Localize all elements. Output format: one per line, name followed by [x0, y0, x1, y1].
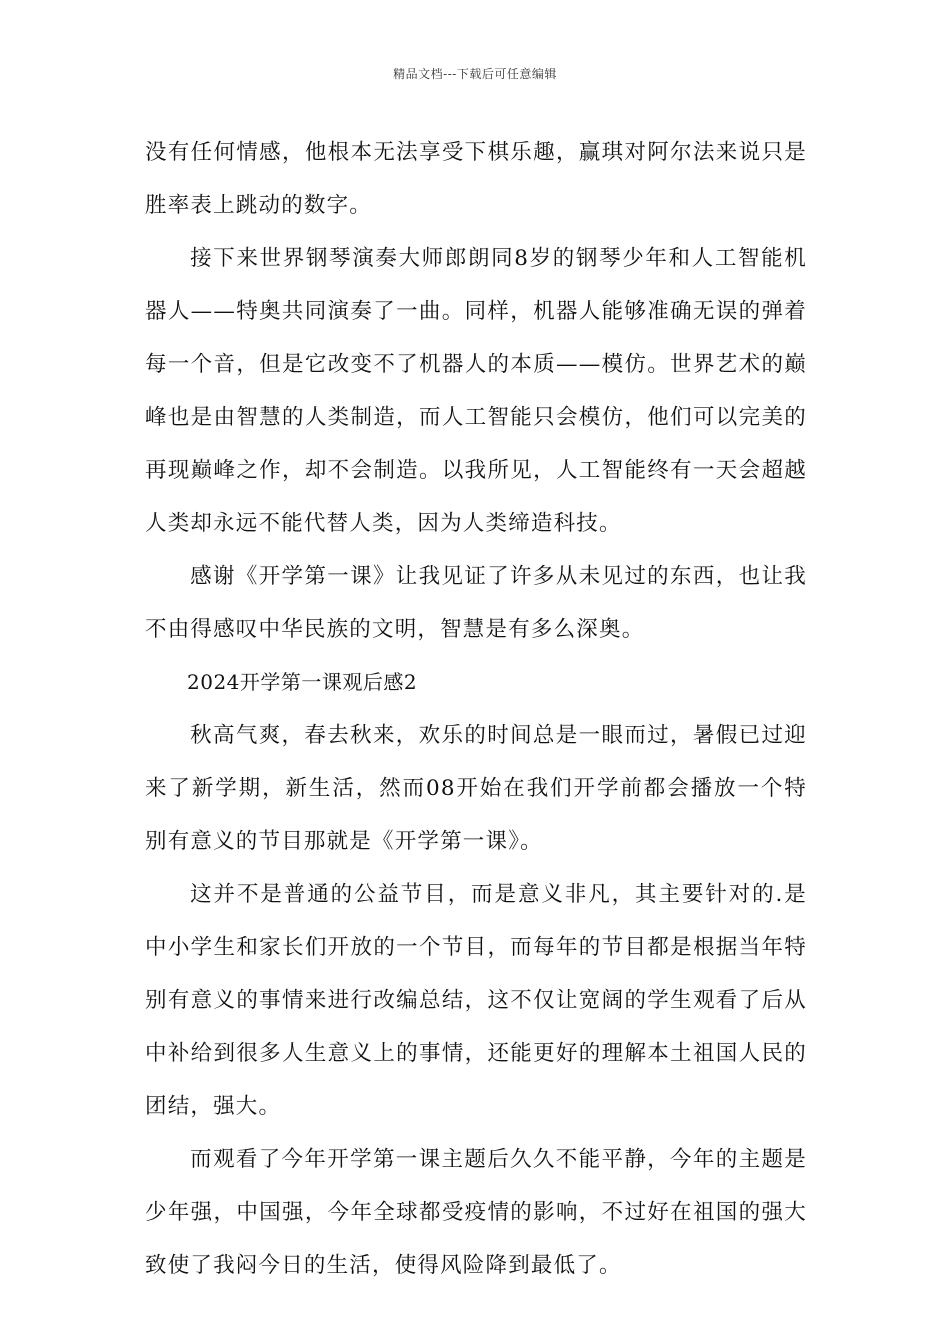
paragraph-1: 没有任何情感，他根本无法享受下棋乐趣，赢琪对阿尔法来说只是胜率表上跳动的数字。: [145, 140, 807, 218]
paragraph-3: 感谢《开学第一课》让我见证了许多从未见过的东西，也让我不由得感叹中华民族的文明，智慧是有多么深奥。: [145, 564, 807, 642]
paragraph-2: 接下来世界钢琴演奏大师郎朗同8岁的钢琴少年和人工智能机器人——特奥共同演奏了一曲。同样，机器人能够准确无误的弹着每一个音，但是它改变不了机器人的本质——模仿。世界艺术的巅峰也是由智慧的人类制造，而人工智能只会模仿，他们可以完美的再现巅峰之作，却不会制造。以我所见，人工智能终有一天会超越人类却永远不能代替人类，因为人类缔造科技。: [145, 246, 807, 536]
paragraph-4: 秋高气爽，春去秋来，欢乐的时间总是一眼而过，暑假已过迎来了新学期，新生活，然而08开始在我们开学前都会播放一个特别有意义的节目那就是《开学第一课》。: [145, 723, 807, 854]
document-body: [145, 126, 807, 1292]
page-header: 精品文档---下载后可任意编辑: [393, 67, 557, 81]
paragraph-6: 而观看了今年开学第一课主题后久久不能平静，今年的主题是少年强，中国强，今年全球都受疫情的影响，不过好在祖国的强大致使了我闷今日的生活，使得风险降到最低了。: [145, 1147, 807, 1278]
paragraph-5: 这并不是普通的公益节目，而是意义非凡，其主要针对的.是中小学生和家长们开放的一个节目，而每年的节目都是根据当年特别有意义的事情来进行改编总结，这不仅让宽阔的学生观看了后从中补给到很多人生意义上的事情，还能更好的理解本土祖国人民的团结，强大。: [145, 882, 807, 1119]
section-title: 2024开学第一课观后感2: [187, 670, 418, 694]
